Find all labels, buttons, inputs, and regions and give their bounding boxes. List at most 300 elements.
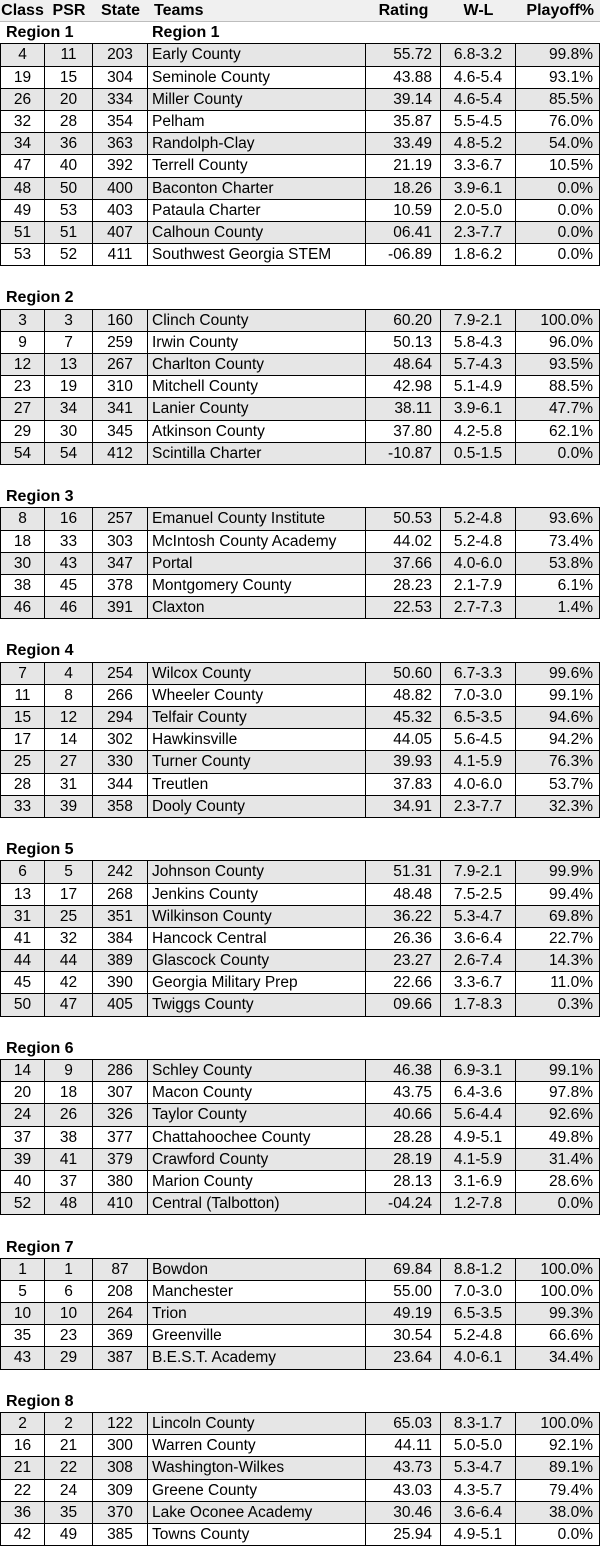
cell-wl: 5.6-4.4	[441, 1104, 516, 1125]
team-row	[0, 89, 600, 111]
cell-team: Turner County	[148, 751, 366, 772]
cell-rating: 28.13	[366, 1171, 441, 1192]
team-row	[0, 507, 600, 530]
team-row	[0, 751, 600, 773]
team-row	[0, 729, 600, 751]
team-row	[0, 950, 600, 972]
cell-team: Central (Talbotton)	[148, 1193, 366, 1214]
cell-playoff: 6.1%	[516, 575, 600, 596]
cell-team: Greenville	[148, 1325, 366, 1346]
cell-wl: 4.0-6.1	[441, 1347, 516, 1368]
cell-state: 370	[93, 1502, 148, 1523]
team-row	[0, 860, 600, 883]
cell-state: 303	[93, 531, 148, 552]
cell-psr: 31	[45, 774, 93, 795]
cell-class: 19	[0, 67, 45, 88]
region-block	[0, 287, 600, 465]
cell-playoff: 92.6%	[516, 1104, 600, 1125]
team-row	[0, 1347, 600, 1369]
cell-team: Hancock Central	[148, 928, 366, 949]
team-row	[0, 1104, 600, 1126]
cell-rating: 69.84	[366, 1259, 441, 1280]
cell-team: Greene County	[148, 1480, 366, 1501]
cell-playoff: 0.0%	[516, 244, 600, 265]
cell-team: Telfair County	[148, 707, 366, 728]
cell-class: 10	[0, 1303, 45, 1324]
cell-playoff: 100.0%	[516, 310, 600, 331]
cell-wl: 4.9-5.1	[441, 1127, 516, 1148]
team-row	[0, 1127, 600, 1149]
cell-psr: 43	[45, 553, 93, 574]
cell-team: Scintilla Charter	[148, 443, 366, 464]
team-row	[0, 531, 600, 553]
cell-playoff: 47.7%	[516, 398, 600, 419]
cell-psr: 49	[45, 1524, 93, 1545]
cell-class: 7	[0, 663, 45, 684]
team-row	[0, 597, 600, 619]
cell-rating: 37.83	[366, 774, 441, 795]
cell-rating: 45.32	[366, 707, 441, 728]
cell-psr: 21	[45, 1435, 93, 1456]
region-title: Region 1	[6, 24, 74, 42]
cell-team: Dooly County	[148, 796, 366, 817]
team-row	[0, 1435, 600, 1457]
cell-class: 30	[0, 553, 45, 574]
cell-psr: 37	[45, 1171, 93, 1192]
team-row	[0, 1281, 600, 1303]
cell-team: Bowdon	[148, 1259, 366, 1280]
cell-psr: 24	[45, 1480, 93, 1501]
cell-psr: 16	[45, 508, 93, 529]
cell-state: 385	[93, 1524, 148, 1545]
cell-team: McIntosh County Academy	[148, 531, 366, 552]
cell-class: 45	[0, 972, 45, 993]
cell-psr: 48	[45, 1193, 93, 1214]
cell-team: Seminole County	[148, 67, 366, 88]
cell-rating: 44.05	[366, 729, 441, 750]
cell-rating: 43.88	[366, 67, 441, 88]
cell-psr: 14	[45, 729, 93, 750]
cell-wl: 2.7-7.3	[441, 597, 516, 618]
cell-rating: 40.66	[366, 1104, 441, 1125]
cell-state: 391	[93, 597, 148, 618]
team-row	[0, 972, 600, 994]
cell-team: Manchester	[148, 1281, 366, 1302]
cell-wl: 5.1-4.9	[441, 376, 516, 397]
cell-wl: 8.8-1.2	[441, 1259, 516, 1280]
cell-playoff: 62.1%	[516, 421, 600, 442]
cell-rating: 46.38	[366, 1060, 441, 1081]
cell-class: 36	[0, 1502, 45, 1523]
cell-state: 390	[93, 972, 148, 993]
cell-state: 410	[93, 1193, 148, 1214]
cell-state: 300	[93, 1435, 148, 1456]
cell-state: 208	[93, 1281, 148, 1302]
cell-team: Miller County	[148, 89, 366, 110]
cell-class: 6	[0, 861, 45, 882]
cell-playoff: 11.0%	[516, 972, 600, 993]
cell-wl: 7.5-2.5	[441, 884, 516, 905]
team-row	[0, 928, 600, 950]
region-title-row	[0, 1237, 600, 1258]
cell-class: 20	[0, 1082, 45, 1103]
cell-team: Glascock County	[148, 950, 366, 971]
cell-class: 3	[0, 310, 45, 331]
cell-rating: 30.54	[366, 1325, 441, 1346]
cell-team: Chattahoochee County	[148, 1127, 366, 1148]
cell-team: Marion County	[148, 1171, 366, 1192]
header-wl: W-L	[463, 2, 494, 19]
cell-state: 242	[93, 861, 148, 882]
cell-class: 49	[0, 200, 45, 221]
cell-team: Schley County	[148, 1060, 366, 1081]
cell-playoff: 10.5%	[516, 155, 600, 176]
cell-playoff: 97.8%	[516, 1082, 600, 1103]
cell-playoff: 53.7%	[516, 774, 600, 795]
cell-playoff: 88.5%	[516, 376, 600, 397]
cell-class: 51	[0, 222, 45, 243]
cell-team: Portal	[148, 553, 366, 574]
cell-rating: 44.02	[366, 531, 441, 552]
cell-state: 308	[93, 1457, 148, 1478]
cell-team: Macon County	[148, 1082, 366, 1103]
cell-playoff: 1.4%	[516, 597, 600, 618]
cell-team: Atkinson County	[148, 421, 366, 442]
cell-wl: 6.7-3.3	[441, 663, 516, 684]
cell-wl: 6.9-3.1	[441, 1060, 516, 1081]
region-block	[0, 486, 600, 619]
cell-wl: 4.2-5.8	[441, 421, 516, 442]
cell-state: 264	[93, 1303, 148, 1324]
cell-wl: 6.5-3.5	[441, 1303, 516, 1324]
cell-class: 23	[0, 376, 45, 397]
cell-rating: 55.00	[366, 1281, 441, 1302]
cell-team: Hawkinsville	[148, 729, 366, 750]
cell-class: 13	[0, 884, 45, 905]
cell-wl: 4.1-5.9	[441, 1149, 516, 1170]
cell-wl: 7.9-2.1	[441, 310, 516, 331]
region-spacer	[0, 1215, 600, 1236]
region-block	[0, 640, 600, 818]
cell-playoff: 100.0%	[516, 1281, 600, 1302]
cell-state: 302	[93, 729, 148, 750]
cell-playoff: 69.8%	[516, 906, 600, 927]
cell-playoff: 49.8%	[516, 1127, 600, 1148]
team-row	[0, 994, 600, 1016]
cell-wl: 4.8-5.2	[441, 133, 516, 154]
cell-psr: 7	[45, 332, 93, 353]
cell-state: 412	[93, 443, 148, 464]
cell-wl: 4.6-5.4	[441, 89, 516, 110]
cell-state: 344	[93, 774, 148, 795]
cell-class: 11	[0, 685, 45, 706]
cell-state: 310	[93, 376, 148, 397]
cell-class: 43	[0, 1347, 45, 1368]
cell-playoff: 94.6%	[516, 707, 600, 728]
cell-wl: 4.3-5.7	[441, 1480, 516, 1501]
region-block	[0, 22, 600, 266]
team-row	[0, 1303, 600, 1325]
cell-team: Early County	[148, 44, 366, 65]
cell-state: 294	[93, 707, 148, 728]
cell-rating: 55.72	[366, 44, 441, 65]
cell-psr: 12	[45, 707, 93, 728]
region-title: Region 4	[6, 642, 74, 660]
region-spacer	[0, 1017, 600, 1038]
region-block	[0, 1038, 600, 1216]
cell-wl: 6.5-3.5	[441, 707, 516, 728]
cell-team: Georgia Military Prep	[148, 972, 366, 993]
cell-wl: 5.2-4.8	[441, 508, 516, 529]
cell-wl: 6.4-3.6	[441, 1082, 516, 1103]
team-row	[0, 796, 600, 818]
cell-class: 54	[0, 443, 45, 464]
cell-playoff: 28.6%	[516, 1171, 600, 1192]
cell-class: 24	[0, 1104, 45, 1125]
cell-state: 304	[93, 67, 148, 88]
cell-rating: 28.28	[366, 1127, 441, 1148]
team-row	[0, 43, 600, 66]
cell-playoff: 92.1%	[516, 1435, 600, 1456]
cell-class: 39	[0, 1149, 45, 1170]
cell-class: 5	[0, 1281, 45, 1302]
cell-state: 307	[93, 1082, 148, 1103]
cell-class: 50	[0, 994, 45, 1015]
cell-state: 379	[93, 1149, 148, 1170]
cell-wl: 4.0-6.0	[441, 774, 516, 795]
cell-wl: 5.2-4.8	[441, 531, 516, 552]
cell-class: 47	[0, 155, 45, 176]
cell-rating: 39.14	[366, 89, 441, 110]
cell-state: 267	[93, 354, 148, 375]
cell-rating: 60.20	[366, 310, 441, 331]
cell-team: Twiggs County	[148, 994, 366, 1015]
cell-class: 2	[0, 1413, 45, 1434]
cell-team: Terrell County	[148, 155, 366, 176]
cell-team: Trion	[148, 1303, 366, 1324]
team-row	[0, 309, 600, 332]
cell-psr: 51	[45, 222, 93, 243]
cell-rating: 37.80	[366, 421, 441, 442]
cell-psr: 26	[45, 1104, 93, 1125]
cell-wl: 3.9-6.1	[441, 178, 516, 199]
cell-playoff: 99.8%	[516, 44, 600, 65]
cell-wl: 1.2-7.8	[441, 1193, 516, 1214]
cell-class: 26	[0, 89, 45, 110]
cell-class: 22	[0, 1480, 45, 1501]
cell-rating: 22.53	[366, 597, 441, 618]
header-rating: Rating	[378, 2, 429, 19]
team-row	[0, 133, 600, 155]
cell-state: 369	[93, 1325, 148, 1346]
cell-psr: 40	[45, 155, 93, 176]
cell-psr: 18	[45, 1082, 93, 1103]
cell-psr: 53	[45, 200, 93, 221]
cell-team: Charlton County	[148, 354, 366, 375]
cell-class: 33	[0, 796, 45, 817]
cell-rating: 33.49	[366, 133, 441, 154]
cell-class: 44	[0, 950, 45, 971]
cell-psr: 1	[45, 1259, 93, 1280]
cell-rating: 50.53	[366, 508, 441, 529]
cell-wl: 3.6-6.4	[441, 1502, 516, 1523]
team-row	[0, 200, 600, 222]
team-row	[0, 1149, 600, 1171]
cell-wl: 8.3-1.7	[441, 1413, 516, 1434]
cell-team: Towns County	[148, 1524, 366, 1545]
cell-class: 14	[0, 1060, 45, 1081]
cell-team: Claxton	[148, 597, 366, 618]
cell-rating: 30.46	[366, 1502, 441, 1523]
cell-psr: 35	[45, 1502, 93, 1523]
cell-state: 377	[93, 1127, 148, 1148]
cell-wl: 4.1-5.9	[441, 751, 516, 772]
cell-psr: 4	[45, 663, 93, 684]
cell-class: 9	[0, 332, 45, 353]
cell-wl: 7.0-3.0	[441, 685, 516, 706]
team-row	[0, 421, 600, 443]
cell-psr: 3	[45, 310, 93, 331]
cell-playoff: 0.0%	[516, 1193, 600, 1214]
cell-wl: 3.6-6.4	[441, 928, 516, 949]
cell-psr: 19	[45, 376, 93, 397]
region-block	[0, 839, 600, 1017]
cell-state: 354	[93, 111, 148, 132]
cell-playoff: 99.4%	[516, 884, 600, 905]
cell-wl: 4.9-5.1	[441, 1524, 516, 1545]
cell-playoff: 0.0%	[516, 443, 600, 464]
cell-playoff: 99.6%	[516, 663, 600, 684]
cell-state: 309	[93, 1480, 148, 1501]
team-row	[0, 376, 600, 398]
cell-rating: -06.89	[366, 244, 441, 265]
cell-playoff: 31.4%	[516, 1149, 600, 1170]
cell-rating: 48.64	[366, 354, 441, 375]
cell-psr: 22	[45, 1457, 93, 1478]
cell-class: 42	[0, 1524, 45, 1545]
cell-playoff: 34.4%	[516, 1347, 600, 1368]
team-row	[0, 222, 600, 244]
cell-playoff: 96.0%	[516, 332, 600, 353]
cell-team: Washington-Wilkes	[148, 1457, 366, 1478]
cell-psr: 9	[45, 1060, 93, 1081]
cell-state: 87	[93, 1259, 148, 1280]
cell-rating: 26.36	[366, 928, 441, 949]
cell-class: 15	[0, 707, 45, 728]
cell-wl: 5.3-4.7	[441, 1457, 516, 1478]
cell-playoff: 73.4%	[516, 531, 600, 552]
cell-class: 1	[0, 1259, 45, 1280]
team-row	[0, 884, 600, 906]
region-spacer	[0, 465, 600, 486]
cell-class: 29	[0, 421, 45, 442]
cell-state: 345	[93, 421, 148, 442]
cell-class: 17	[0, 729, 45, 750]
cell-wl: 1.7-8.3	[441, 994, 516, 1015]
cell-psr: 45	[45, 575, 93, 596]
cell-wl: 2.3-7.7	[441, 222, 516, 243]
cell-state: 257	[93, 508, 148, 529]
team-row	[0, 332, 600, 354]
cell-playoff: 32.3%	[516, 796, 600, 817]
cell-rating: 50.60	[366, 663, 441, 684]
cell-class: 53	[0, 244, 45, 265]
cell-team: Lanier County	[148, 398, 366, 419]
cell-state: 378	[93, 575, 148, 596]
cell-rating: 23.64	[366, 1347, 441, 1368]
cell-psr: 29	[45, 1347, 93, 1368]
cell-psr: 38	[45, 1127, 93, 1148]
cell-psr: 36	[45, 133, 93, 154]
cell-team: Wilkinson County	[148, 906, 366, 927]
cell-wl: 3.3-6.7	[441, 972, 516, 993]
cell-team: Emanuel County Institute	[148, 508, 366, 529]
cell-playoff: 53.8%	[516, 553, 600, 574]
team-row	[0, 1082, 600, 1104]
cell-state: 334	[93, 89, 148, 110]
cell-playoff: 22.7%	[516, 928, 600, 949]
region-title-row	[0, 486, 600, 507]
region-title: Region 3	[6, 488, 74, 506]
cell-psr: 42	[45, 972, 93, 993]
region-title-row	[0, 22, 600, 43]
team-row	[0, 354, 600, 376]
cell-psr: 2	[45, 1413, 93, 1434]
cell-state: 392	[93, 155, 148, 176]
cell-wl: 3.9-6.1	[441, 398, 516, 419]
team-row	[0, 1171, 600, 1193]
cell-state: 384	[93, 928, 148, 949]
team-row	[0, 1059, 600, 1082]
cell-playoff: 0.0%	[516, 178, 600, 199]
cell-class: 21	[0, 1457, 45, 1478]
cell-wl: 5.5-4.5	[441, 111, 516, 132]
team-row	[0, 398, 600, 420]
region-title: Region 5	[6, 841, 74, 859]
cell-wl: 7.9-2.1	[441, 861, 516, 882]
cell-playoff: 76.0%	[516, 111, 600, 132]
cell-state: 407	[93, 222, 148, 243]
cell-psr: 33	[45, 531, 93, 552]
cell-rating: 22.66	[366, 972, 441, 993]
cell-class: 27	[0, 398, 45, 419]
cell-state: 259	[93, 332, 148, 353]
cell-rating: 06.41	[366, 222, 441, 243]
cell-class: 38	[0, 575, 45, 596]
cell-class: 28	[0, 774, 45, 795]
cell-wl: 0.5-1.5	[441, 443, 516, 464]
team-row	[0, 1258, 600, 1281]
region-spacer	[0, 619, 600, 640]
cell-wl: 5.0-5.0	[441, 1435, 516, 1456]
cell-psr: 50	[45, 178, 93, 199]
cell-team: Irwin County	[148, 332, 366, 353]
cell-team: Jenkins County	[148, 884, 366, 905]
cell-rating: 18.26	[366, 178, 441, 199]
cell-state: 122	[93, 1413, 148, 1434]
region-title-row	[0, 839, 600, 860]
cell-team: Randolph-Clay	[148, 133, 366, 154]
cell-wl: 4.6-5.4	[441, 67, 516, 88]
cell-team: Montgomery County	[148, 575, 366, 596]
team-row	[0, 553, 600, 575]
cell-wl: 5.2-4.8	[441, 1325, 516, 1346]
cell-class: 4	[0, 44, 45, 65]
cell-rating: -04.24	[366, 1193, 441, 1214]
cell-class: 35	[0, 1325, 45, 1346]
cell-state: 400	[93, 178, 148, 199]
cell-class: 8	[0, 508, 45, 529]
